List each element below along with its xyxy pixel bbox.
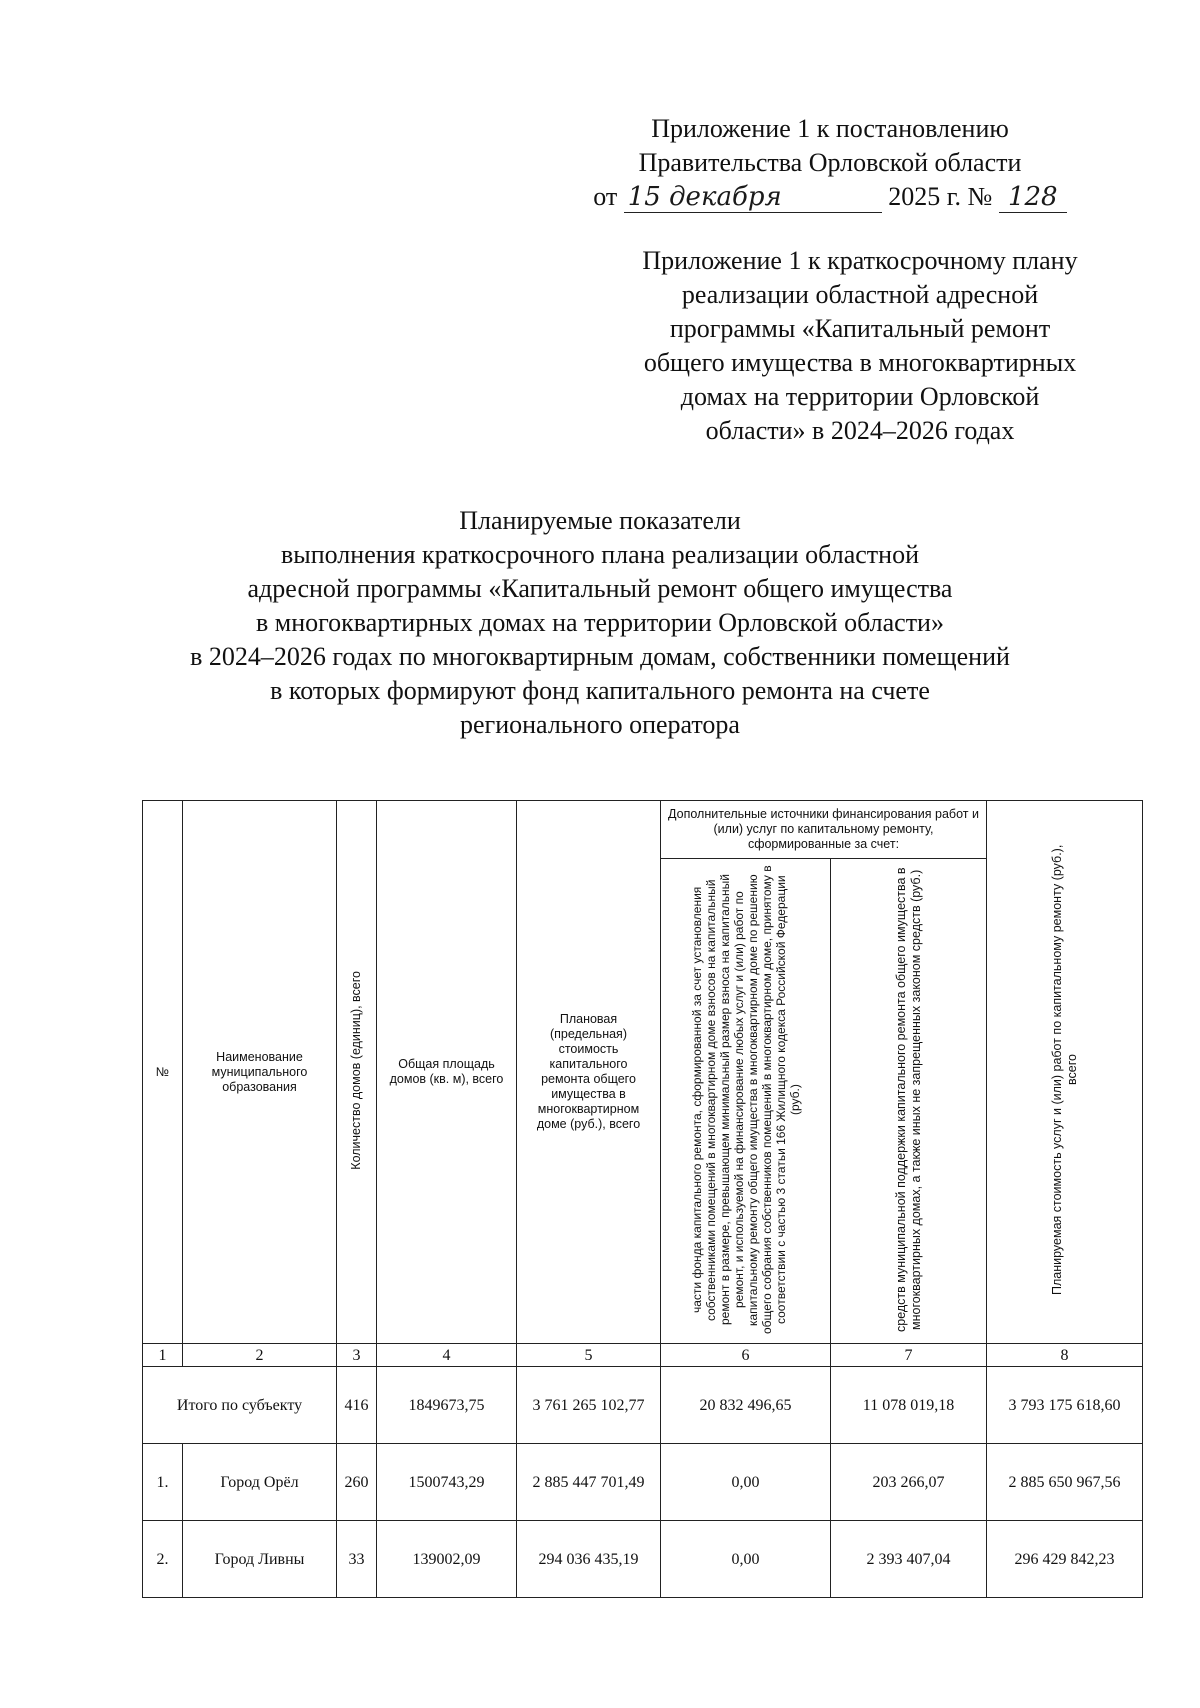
table-row bbox=[143, 1521, 1143, 1598]
row-name: Город Орёл bbox=[183, 1444, 337, 1521]
date-prefix: от bbox=[593, 182, 618, 211]
row-fund-part: 0,00 bbox=[661, 1521, 831, 1598]
plan-appendix-line: программы «Капитальный ремонт bbox=[669, 314, 1051, 343]
row-houses: 33 bbox=[337, 1521, 377, 1598]
row-houses: 260 bbox=[337, 1444, 377, 1521]
header-total-planned-text: Планируемая стоимость услуг и (или) работ по капитальному ремонту (руб.), всего bbox=[1049, 844, 1079, 1296]
header-total-planned bbox=[987, 801, 1143, 1344]
row-planned-cost: 2 885 447 701,49 bbox=[517, 1444, 661, 1521]
plan-appendix-line: реализации областной адресной bbox=[681, 280, 1039, 309]
resolution-appendix-header bbox=[560, 112, 1100, 214]
total-fund-part: 20 832 496,65 bbox=[661, 1367, 831, 1444]
row-area: 139002,09 bbox=[377, 1521, 517, 1598]
handwritten-date: 15 декабря bbox=[624, 182, 882, 213]
header-fund-part bbox=[661, 859, 831, 1344]
header-planned-cost bbox=[517, 801, 661, 1344]
plan-appendix-line: Приложение 1 к краткосрочному плану bbox=[642, 246, 1078, 275]
title-line: в 2024–2026 годах по многоквартирным домам, собственники помещений bbox=[190, 642, 1010, 671]
indicators-table bbox=[142, 800, 1143, 1598]
total-area: 1849673,75 bbox=[377, 1367, 517, 1444]
table-row bbox=[143, 1444, 1143, 1521]
row-no: 2. bbox=[143, 1521, 183, 1598]
resolution-appendix-line2: Правительства Орловской области bbox=[638, 148, 1022, 177]
total-label: Итого по субъекту bbox=[143, 1367, 337, 1444]
total-municipal-support: 11 078 019,18 bbox=[831, 1367, 987, 1444]
document-title bbox=[120, 504, 1080, 742]
column-number: 4 bbox=[377, 1344, 517, 1367]
column-number: 2 bbox=[183, 1344, 337, 1367]
column-number: 6 bbox=[661, 1344, 831, 1367]
header-no: № bbox=[143, 801, 183, 1344]
header-municipal-support bbox=[831, 859, 987, 1344]
plan-appendix-line: домах на территории Орловской bbox=[680, 382, 1040, 411]
header-fund-part-text: части фонда капитального ремонта, сформированной за счет установления собственниками помещений в многоквартирном доме взносов на капитальный ремонт в размере, превышающем минимальный размер взноса на капитальный ремонт, и используемой на финансирование любых услуг и (или) работ по капитальному ремонту общего имущества в многоквартирном доме по решению общего собрания собственников помещений в многоквартирном доме, принятому в соответствии с частью 3 статьи 166 Жилищного кодекса Российской Федерации (руб.) bbox=[689, 865, 802, 1334]
title-line: в многоквартирных домах на территории Орловской области» bbox=[256, 608, 944, 637]
plan-appendix-line: области» в 2024–2026 годах bbox=[705, 416, 1015, 445]
column-number: 1 bbox=[143, 1344, 183, 1367]
header-additional-sources-text: Дополнительные источники финансирования работ и (или) услуг по капитальному ремонту, сформированные за счет: bbox=[668, 807, 979, 852]
row-no: 1. bbox=[143, 1444, 183, 1521]
header-additional-sources bbox=[661, 801, 987, 859]
handwritten-number: 128 bbox=[999, 182, 1067, 213]
resolution-date-line bbox=[560, 180, 1100, 214]
title-line: Планируемые показатели bbox=[459, 506, 741, 535]
title-line: регионального оператора bbox=[460, 710, 740, 739]
header-houses-count-text: Количество домов (единиц), всего bbox=[349, 970, 363, 1170]
row-area: 1500743,29 bbox=[377, 1444, 517, 1521]
column-number: 7 bbox=[831, 1344, 987, 1367]
total-houses: 416 bbox=[337, 1367, 377, 1444]
column-number: 5 bbox=[517, 1344, 661, 1367]
plan-appendix-header bbox=[615, 244, 1105, 448]
header-area bbox=[377, 801, 517, 1344]
plan-appendix-line: общего имущества в многоквартирных bbox=[643, 348, 1077, 377]
column-numbers-row bbox=[143, 1344, 1143, 1367]
year-number-label: 2025 г. № bbox=[888, 182, 993, 211]
header-municipality-text: Наименование муниципального образования bbox=[211, 1049, 308, 1094]
total-planned-cost: 3 761 265 102,77 bbox=[517, 1367, 661, 1444]
header-planned-cost-text: Плановая (предельная) стоимость капитального ремонта общего имущества в многоквартирном доме (руб.), всего bbox=[536, 1012, 641, 1131]
row-total-planned: 2 885 650 967,56 bbox=[987, 1444, 1143, 1521]
title-line: выполнения краткосрочного плана реализации областной bbox=[280, 540, 919, 569]
title-line: адресной программы «Капитальный ремонт общего имущества bbox=[247, 574, 953, 603]
header-municipal-support-text: средств муниципальной поддержки капитального ремонта общего имущества в многоквартирных домах, а также иных не запрещенных законом средств (руб.) bbox=[893, 867, 923, 1332]
header-houses-count bbox=[337, 801, 377, 1344]
column-number: 3 bbox=[337, 1344, 377, 1367]
column-number: 8 bbox=[987, 1344, 1143, 1367]
total-row bbox=[143, 1367, 1143, 1444]
row-planned-cost: 294 036 435,19 bbox=[517, 1521, 661, 1598]
row-municipal-support: 2 393 407,04 bbox=[831, 1521, 987, 1598]
resolution-appendix-line1: Приложение 1 к постановлению bbox=[651, 114, 1009, 143]
header-area-text: Общая площадь домов (кв. м), всего bbox=[389, 1057, 504, 1086]
title-line: в которых формируют фонд капитального ремонта на счете bbox=[270, 676, 930, 705]
row-name: Город Ливны bbox=[183, 1521, 337, 1598]
header-municipality bbox=[183, 801, 337, 1344]
total-total-planned: 3 793 175 618,60 bbox=[987, 1367, 1143, 1444]
row-total-planned: 296 429 842,23 bbox=[987, 1521, 1143, 1598]
row-fund-part: 0,00 bbox=[661, 1444, 831, 1521]
row-municipal-support: 203 266,07 bbox=[831, 1444, 987, 1521]
